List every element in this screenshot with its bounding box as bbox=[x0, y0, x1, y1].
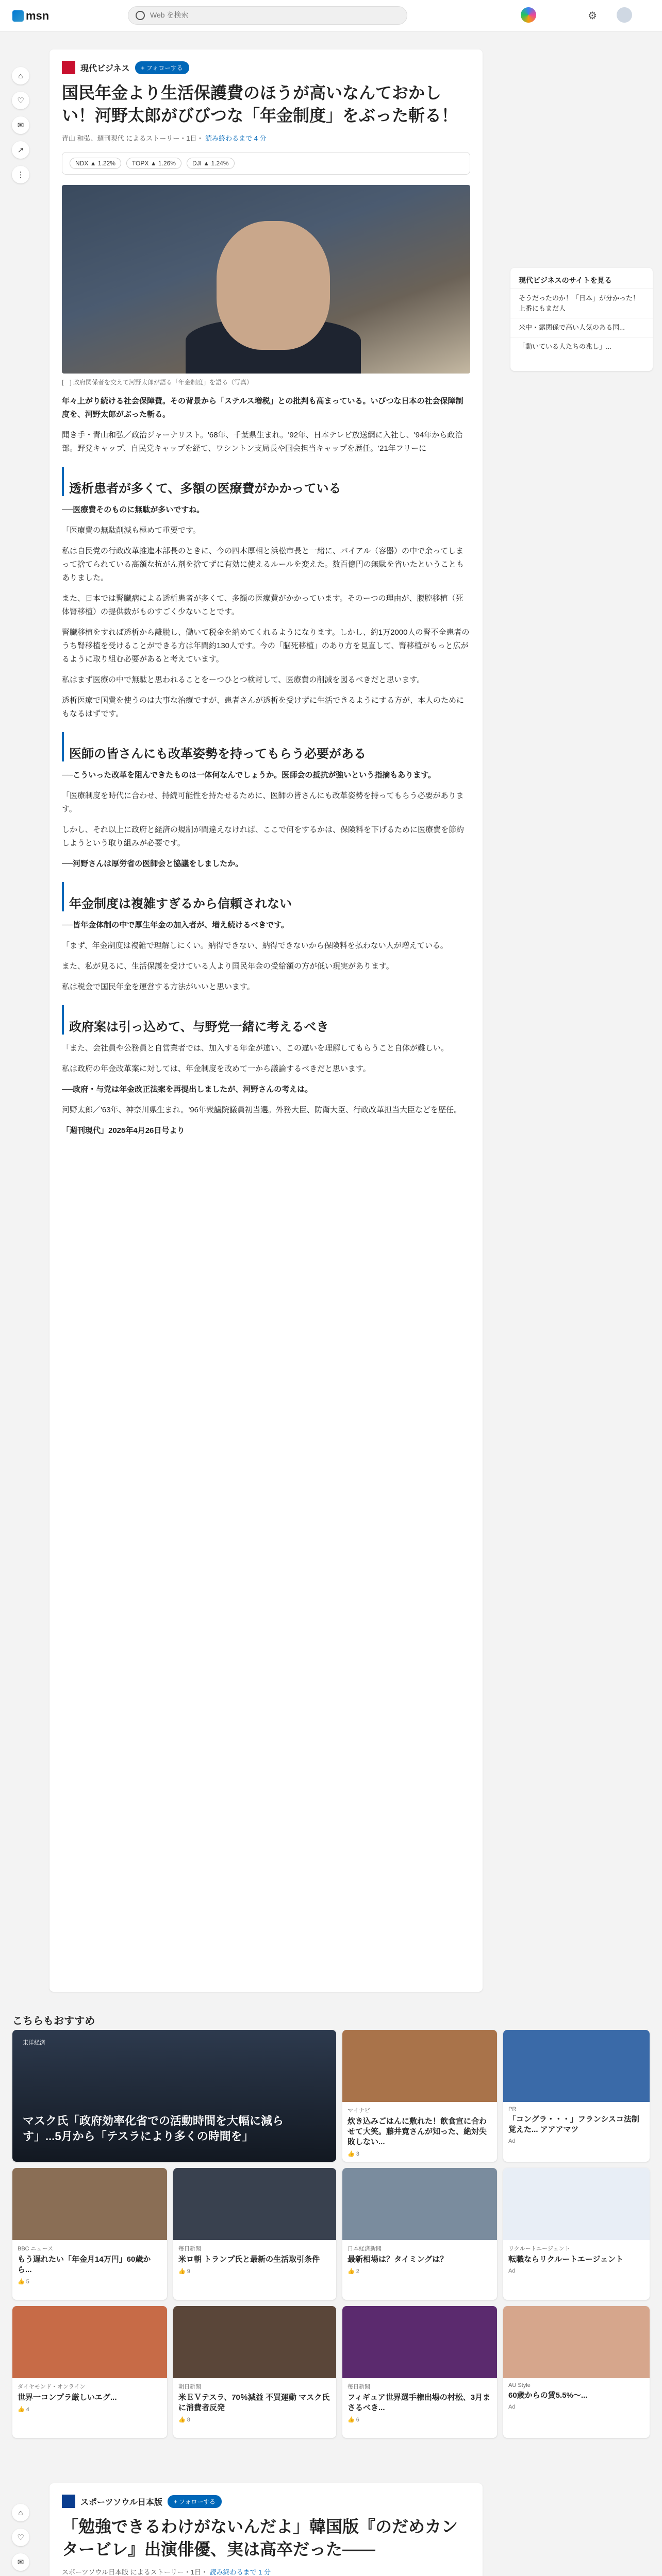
rec-card[interactable] bbox=[12, 2306, 167, 2438]
stock-chips bbox=[62, 152, 470, 175]
rec-count: 👍 3 bbox=[347, 2151, 359, 2157]
sidebar-item[interactable]: 「動いている人たちの兆し」... bbox=[510, 337, 653, 356]
publisher-logo[interactable] bbox=[62, 2495, 75, 2508]
paragraph: 「まず、年金制度は複雑で理解しにくい。納得できない、納得できないから保険料を払わない人が増えている。 bbox=[62, 941, 448, 950]
section-heading: 年金制度は複雑すぎるから信頼されない bbox=[62, 882, 483, 911]
copilot-icon[interactable] bbox=[521, 7, 536, 23]
paragraph: 「医療制度を時代に合わせ、持続可能性を持たせるために、医師の皆さんにも改革姿勢を持ってもらう必要があります。 bbox=[62, 791, 464, 814]
rec-title: もう遅れたい「年金月14万円」60歳から... bbox=[18, 2255, 151, 2274]
ad-badge: Ad bbox=[508, 2404, 516, 2410]
comment-icon[interactable]: ✉ bbox=[12, 2553, 29, 2571]
rec-image bbox=[503, 2306, 650, 2378]
comment-icon[interactable]: ✉ bbox=[12, 116, 29, 134]
publisher-name[interactable]: 現代ビジネス bbox=[80, 64, 130, 73]
paragraph: ──河野さんは厚労省の医師会と協議をしましたか。 bbox=[62, 859, 243, 868]
article-card-2 bbox=[49, 2483, 483, 2576]
rec-title: 米ロ朝 トランプ氏と最新の生活取引条件 bbox=[178, 2255, 320, 2264]
left-rail-2 bbox=[9, 2504, 32, 2576]
rec-card[interactable] bbox=[173, 2168, 336, 2300]
rec-card[interactable] bbox=[12, 2030, 336, 2162]
left-rail bbox=[9, 67, 32, 183]
hero-image bbox=[62, 185, 470, 374]
rec-title: マスク氏「政府効率化省での活動時間を大幅に減らす」...5月から「テスラにより多くの時間を」 bbox=[23, 2114, 284, 2143]
rec-image bbox=[12, 2168, 167, 2240]
section-heading: 医師の皆さんにも改革姿勢を持ってもらう必要がある bbox=[62, 732, 483, 761]
paragraph: また、日本では腎臓病による透析患者が多くて、多額の医療費がかかっています。そのーつの理由が、腹腔移植（死体腎移植）の提供数がものすごく少ないことです。 bbox=[62, 594, 464, 616]
paragraph: 透析医療で国費を使うのは大事な治療ですが、患者さんが透析を受けずに生活できるようにする方が、本人のためにもなるはずです。 bbox=[62, 696, 465, 718]
rec-card[interactable] bbox=[503, 2306, 650, 2438]
follow-button[interactable]: + フォローする bbox=[168, 2495, 222, 2508]
like-icon[interactable]: ♡ bbox=[12, 92, 29, 109]
author: スポーツソウル日本版 によるストーリー・1日・ bbox=[62, 2568, 208, 2576]
sidebar-title[interactable]: 現代ビジネスのサイトを見る bbox=[519, 276, 612, 284]
rec-image bbox=[503, 2030, 650, 2102]
like-icon[interactable]: ♡ bbox=[12, 2529, 29, 2546]
paragraph: 腎臓移植をすれば透析から離脱し、働いて税金を納めてくれるようになります。しかし、約1万2000人の腎不全患者のうち腎移植を受けることができる方は年間約130人です。今の「脳死移植」のあり方を見直して、腎移植がもっと広がるように取り組む必要があると考えています。 bbox=[62, 628, 470, 664]
read-time[interactable]: 読み終わるまで 1 分 bbox=[209, 2568, 271, 2576]
intro-text: 聞き手・青山和弘／政治ジャーナリスト。'68年、千葉県生まれ。'92年、日本テレビ放送網に入社し、'94年から政治部。野党キャップ、自民党キャップを経て、ワシントン支局長や国会担当キャップを歴任。'21年フリーに bbox=[62, 431, 463, 453]
article-title: 「勉強できるわけがないんだよ」韓国版『のだめカンタービレ』出演俳優、実は高卒だった―― bbox=[62, 2517, 458, 2558]
rec-card[interactable] bbox=[173, 2306, 336, 2438]
home-icon[interactable]: ⌂ bbox=[12, 2504, 29, 2521]
rec-count: 👍 4 bbox=[18, 2406, 29, 2413]
article-meta bbox=[49, 127, 483, 143]
rec-count: 👍 6 bbox=[347, 2417, 359, 2423]
rec-source: ダイヤモンド・オンライン bbox=[18, 2384, 86, 2390]
image-caption: [ ] 政府関係者を交えて河野太郎が語る「年金制度」を語る（写真） bbox=[62, 379, 253, 386]
rec-card[interactable] bbox=[503, 2168, 650, 2300]
share-icon[interactable]: ↗ bbox=[12, 141, 29, 159]
rec-image bbox=[342, 2030, 497, 2102]
recs-heading: こちらもおすすめ bbox=[12, 2015, 95, 2027]
sidebar-item[interactable]: そうだったのか！「日本」が分かった！上番にもまだ人 bbox=[510, 289, 653, 318]
paragraph: ──医療費そのものに無駄が多いですね。 bbox=[62, 505, 205, 514]
search-box[interactable] bbox=[128, 6, 407, 25]
rec-card[interactable] bbox=[342, 2168, 497, 2300]
rec-card[interactable] bbox=[503, 2030, 650, 2162]
author: 青山 和弘、週刊現代 によるストーリー・1日・ bbox=[62, 134, 204, 142]
home-icon[interactable]: ⌂ bbox=[12, 67, 29, 84]
more-icon[interactable]: ⋮ bbox=[12, 166, 29, 183]
article-meta bbox=[49, 2561, 483, 2576]
rec-card[interactable] bbox=[342, 2306, 497, 2438]
rec-title: 米ＥＶテスラ、70％減益 不買運動 マスク氏に消費者反発 bbox=[178, 2393, 330, 2412]
ad-badge: Ad bbox=[508, 2138, 516, 2144]
rec-source: 毎日新聞 bbox=[347, 2384, 370, 2390]
paragraph: また、私が見るに、生活保護を受けている人より国民年金の受給額の方が低い現実があります。 bbox=[62, 962, 394, 971]
sidebar-item[interactable]: 米中・露関係で高い人気のある国... bbox=[510, 318, 653, 337]
ad-badge: Ad bbox=[508, 2268, 516, 2274]
paragraph: 「医療費の無駄削減も極めて重要です。 bbox=[62, 526, 201, 535]
rec-image bbox=[173, 2306, 336, 2378]
stock-chip[interactable]: DJI ▲ 1.24% bbox=[187, 158, 235, 169]
search-input[interactable] bbox=[149, 10, 378, 20]
rec-title: 60歳からの賃5.5%～... bbox=[508, 2391, 588, 2400]
publisher-name[interactable]: スポーツソウル日本版 bbox=[80, 2498, 162, 2507]
rec-count: 👍 8 bbox=[178, 2417, 190, 2423]
paragraph: ──皆年金体制の中で厚生年金の加入者が、増え続けるべきです。 bbox=[62, 921, 289, 929]
stock-chip[interactable]: NDX ▲ 1.22% bbox=[70, 158, 121, 169]
publisher-logo[interactable] bbox=[62, 61, 75, 74]
read-time[interactable]: 読み終わるまで 4 分 bbox=[205, 134, 267, 142]
rec-source: 日本経済新聞 bbox=[347, 2246, 382, 2252]
top-bar bbox=[0, 0, 662, 31]
rec-image bbox=[173, 2168, 336, 2240]
rec-title: 「コングラ・・・」フランシスコ法制覚えた... アアアマツ bbox=[508, 2115, 639, 2134]
brand-text: msn bbox=[26, 9, 49, 22]
lead-text: 年々上がり続ける社会保障費。その背景から「ステルス増税」との批判も高まっている。いびつな日本の社会保障制度を、河野太郎がぶった斬る。 bbox=[62, 397, 464, 419]
msn-logo-icon bbox=[12, 10, 24, 22]
rec-source: リクルートエージェント bbox=[508, 2246, 570, 2252]
rec-title: フィギュア世界選手権出場の村松、3月まさるべき... bbox=[347, 2393, 491, 2412]
paragraph: 私は税金で国民年金を運営する方法がいいと思います。 bbox=[62, 982, 255, 991]
paragraph: ──こういった改革を阻んできたものは一体何なんでしょうか。医師会の抵抗が強いという指摘もあります。 bbox=[62, 771, 436, 779]
paragraph: ──政府・与党は年金改正法案を再提出しましたが、河野さんの考えは。 bbox=[62, 1085, 313, 1094]
stock-chip[interactable]: TOPX ▲ 1.26% bbox=[126, 158, 181, 169]
rec-title: 炊き込みごはんに敷れた！飲食宣に合わせて大笑。藤井寛さんが知った、絶対失敗しない... bbox=[347, 2117, 487, 2146]
rec-image bbox=[503, 2168, 650, 2240]
paragraph: 「週刊現代」2025年4月26日号より bbox=[62, 1126, 185, 1135]
section-heading: 透析患者が多くて、多額の医療費がかかっている bbox=[62, 467, 483, 496]
rec-count: 👍 5 bbox=[18, 2279, 29, 2285]
paragraph: 「また、会社員や公務員と自営業者では、加入する年金が違い、この違いを理解してもらうこと自体が難しい。 bbox=[62, 1044, 449, 1053]
paragraph: 私は自民党の行政改革推進本部長のときに、今の四本厚相と浜松市長と一緒に、バイアル（容器）の中で余ってしまって捨てられている高額な抗がん剤を捨てずに有効に使えるルールを変えた。数百億円の無駄を省いたということもありました。 bbox=[62, 547, 464, 582]
paragraph: しかし、それ以上に政府と経済の規制が間違えなければ、ここで何をするかは、保険料を下げるために医療費を節約しようという取り組みが必要です。 bbox=[62, 825, 465, 848]
search-icon bbox=[136, 11, 145, 20]
rec-source: BBC ニュース bbox=[18, 2246, 54, 2252]
article-title: 国民年金より生活保護費のほうが高いなんておかしい！河野太郎がびびつな「年金制度」をぶった斬る！ bbox=[62, 83, 458, 125]
rec-title: 世界一コンプラ厳しいエグ... bbox=[18, 2393, 117, 2402]
rec-count: 👍 2 bbox=[347, 2268, 359, 2275]
rec-source: 朝日新聞 bbox=[178, 2384, 201, 2390]
rec-image bbox=[342, 2168, 497, 2240]
rec-count: 👍 9 bbox=[178, 2268, 190, 2275]
publisher-sidebar bbox=[510, 268, 653, 371]
rec-source: 毎日新聞 bbox=[178, 2246, 201, 2252]
rec-source: 東洋経済 bbox=[23, 2040, 45, 2046]
rec-card[interactable] bbox=[12, 2168, 167, 2300]
gear-icon[interactable]: ⚙ bbox=[588, 10, 597, 22]
paragraph: 私はまず医療の中で無駄と思われることをーつひとつ検討して、医療費の削減を図るべきだと思います。 bbox=[62, 675, 425, 684]
rec-image bbox=[342, 2306, 497, 2378]
avatar[interactable] bbox=[617, 7, 632, 23]
rec-card[interactable] bbox=[342, 2030, 497, 2162]
follow-button[interactable]: + フォローする bbox=[135, 61, 189, 74]
msn-logo[interactable] bbox=[12, 9, 49, 23]
rec-source: AU Style bbox=[508, 2382, 531, 2388]
article-card bbox=[49, 49, 483, 1992]
section-heading: 政府案は引っ込めて、与野党一緒に考えるべき bbox=[62, 1005, 483, 1035]
rec-source: マイナビ bbox=[347, 2108, 370, 2114]
rec-source: PR bbox=[508, 2106, 517, 2112]
paragraph: 私は政府の年金改革案に対しては、年金制度を改めて一から議論するべきだと思います。 bbox=[62, 1064, 371, 1073]
rec-title: 最新相場は？タイミングは？ bbox=[347, 2255, 448, 2264]
rec-image bbox=[12, 2306, 167, 2378]
paragraph: 河野太郎／'63年、神奈川県生まれ。'96年衆議院議員初当選。外務大臣、防衛大臣、行政改革担当大臣などを歴任。 bbox=[62, 1106, 462, 1114]
rec-title: 転職ならリクルートエージェント bbox=[508, 2255, 624, 2264]
